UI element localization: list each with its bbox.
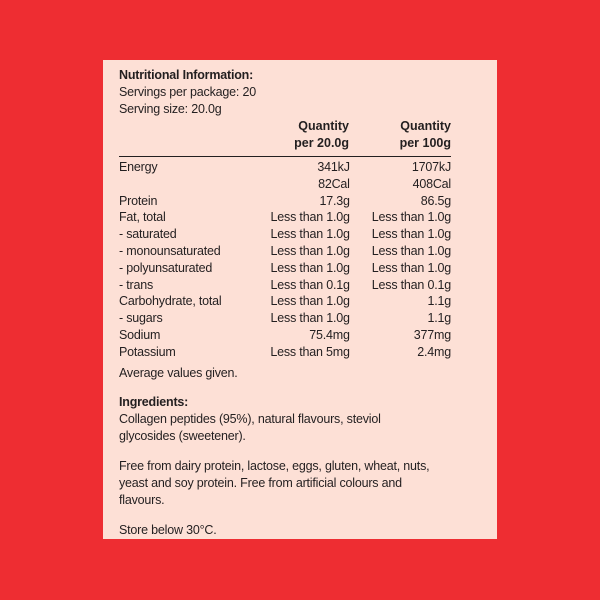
value-per-serving: Less than 1.0g — [270, 311, 350, 326]
table-row — [119, 277, 451, 294]
nutrient-name: Potassium — [119, 344, 176, 359]
servings-per-package: Servings per package: 20 — [119, 85, 256, 99]
table-row — [119, 209, 451, 226]
storage-text: Store below 30°C. — [119, 522, 217, 537]
value-per-serving: Less than 1.0g — [270, 294, 350, 309]
nutrition-panel — [103, 60, 497, 539]
serving-size: Serving size: 20.0g — [119, 102, 222, 116]
average-note: Average values given. — [119, 365, 238, 380]
table-row — [119, 159, 451, 176]
value-per-100g: 408Cal — [412, 176, 451, 191]
value-per-serving: Less than 1.0g — [270, 227, 350, 242]
table-row — [119, 344, 451, 361]
nutrient-name: - monounsaturated — [119, 243, 221, 258]
value-per-serving: Less than 5mg — [270, 344, 350, 359]
free-from-text: Free from dairy protein, lactose, eggs, gluten, wheat, nuts, yeast and soy protein. Free from artificial colours and flavours. — [119, 458, 430, 507]
table-row — [119, 176, 451, 193]
value-per-100g: Less than 1.0g — [371, 260, 451, 275]
table-row — [119, 260, 451, 277]
column-header-per-100g — [400, 118, 451, 152]
ingredients-text: Collagen peptides (95%), natural flavours, steviol glycosides (sweetener). — [119, 411, 381, 443]
ingredients-title: Ingredients: — [119, 394, 189, 409]
value-per-100g: 86.5g — [420, 193, 451, 208]
value-per-100g: 377mg — [413, 327, 451, 342]
table-row — [119, 193, 451, 210]
nutrient-name: - saturated — [119, 227, 177, 242]
column-header-per-serving-line1: Quantity — [298, 119, 349, 133]
value-per-serving: 341kJ — [317, 160, 350, 174]
column-header-per-100g-line1: Quantity — [400, 119, 451, 133]
header-divider — [119, 156, 451, 157]
nutrition-table — [119, 159, 451, 361]
value-per-serving: Less than 1.0g — [270, 243, 350, 258]
column-header-per-serving-line2: per 20.0g — [294, 136, 349, 150]
column-header-per-100g-line2: per 100g — [399, 136, 451, 150]
nutrient-name: - trans — [119, 277, 154, 292]
value-per-serving: Less than 1.0g — [270, 260, 350, 275]
value-per-serving: 75.4mg — [309, 327, 350, 342]
nutrient-name: - polyunsaturated — [119, 260, 213, 275]
value-per-100g: Less than 0.1g — [371, 277, 451, 292]
nutrient-name: Protein — [119, 193, 158, 208]
nutrition-title: Nutritional Information: — [119, 68, 254, 82]
value-per-100g: Less than 1.0g — [371, 227, 451, 242]
value-per-100g: 1.1g — [427, 311, 451, 326]
nutrient-name: Energy — [119, 160, 158, 174]
nutrition-content — [119, 67, 451, 539]
table-row — [119, 327, 451, 344]
value-per-serving: 17.3g — [319, 193, 350, 208]
value-per-serving: Less than 0.1g — [270, 277, 350, 292]
table-row — [119, 310, 451, 327]
nutrient-name: Fat, total — [119, 210, 166, 225]
column-header-per-serving — [294, 118, 349, 152]
nutrient-name: Carbohydrate, total — [119, 294, 222, 309]
nutrient-name: - sugars — [119, 311, 163, 326]
value-per-100g: Less than 1.0g — [371, 243, 451, 258]
table-row — [119, 243, 451, 260]
table-row — [119, 293, 451, 310]
value-per-100g: 2.4mg — [417, 344, 451, 359]
value-per-serving: 82Cal — [318, 176, 350, 191]
table-row — [119, 226, 451, 243]
value-per-serving: Less than 1.0g — [270, 210, 350, 225]
value-per-100g: 1.1g — [427, 294, 451, 309]
value-per-100g: 1707kJ — [411, 160, 451, 174]
nutrient-name — [119, 176, 222, 193]
table-header — [119, 118, 451, 152]
value-per-100g: Less than 1.0g — [371, 210, 451, 225]
nutrient-name: Sodium — [119, 327, 161, 342]
